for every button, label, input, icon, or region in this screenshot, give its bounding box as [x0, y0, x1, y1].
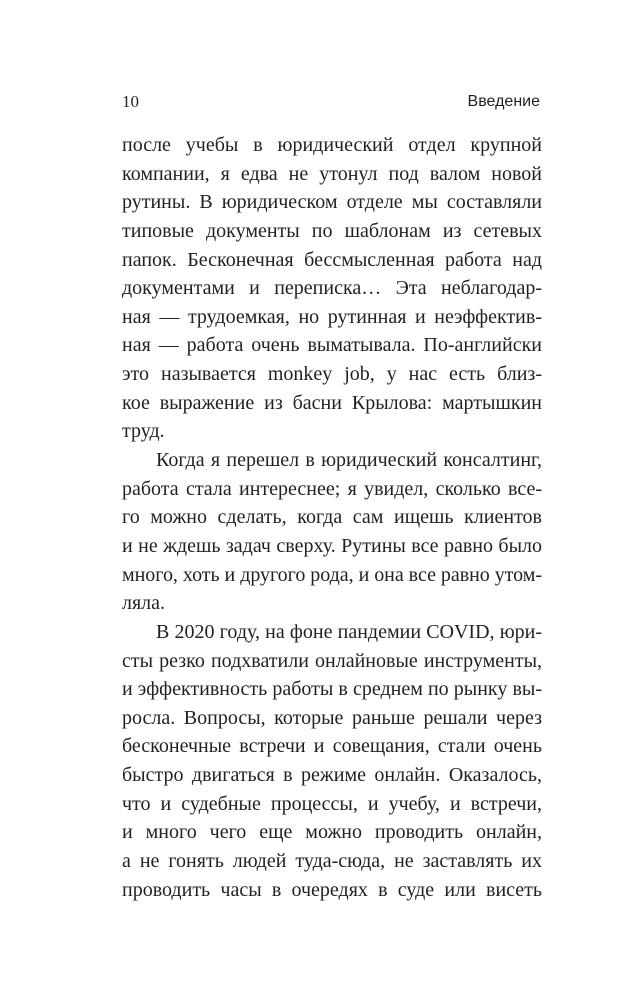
- text-line: и не ждешь задач сверху. Рутины все равно было: [122, 534, 542, 557]
- text-line: после учебы в юридический отдел крупной: [122, 134, 542, 156]
- text-line: го можно сделать, когда сам ищешь клиентов: [122, 506, 542, 529]
- text-line: документами и переписка… Эта неблагодар-: [122, 277, 542, 300]
- text-line: ляла.: [122, 592, 166, 615]
- text-line: работа стала интереснее; я увидел, сколько все-: [122, 477, 542, 500]
- text-line: компании, я едва не утонул под валом новой: [122, 162, 542, 185]
- page-number: 10: [122, 92, 139, 111]
- text-line: что и судебные процессы, и учебу, и встречи,: [122, 792, 542, 815]
- running-title: Введение: [467, 93, 540, 110]
- text-line: проводить часы в очередях в суде или висеть: [122, 878, 542, 901]
- text-line: рутины. В юридическом отделе мы составляли: [122, 191, 542, 214]
- text-line: сты резко подхватили онлайновые инструменты,: [122, 649, 542, 672]
- paragraph-3: [122, 618, 542, 904]
- text-line: много, хоть и другого рода, и она все равно утом-: [122, 563, 542, 586]
- text-line: кое выражение из басни Крылова: мартышкин: [122, 391, 542, 414]
- text-line: это называется monkey job, у нас есть близ-: [122, 363, 542, 386]
- text-line: папок. Бесконечная бессмысленная работа над: [122, 248, 542, 271]
- body-text: [122, 131, 542, 904]
- text-line: Когда я перешел в юридический консалтинг,: [156, 449, 542, 472]
- text-line: бесконечные встречи и совещания, стали очень: [122, 735, 542, 758]
- text-line: ная — работа очень выматывала. По-английски: [122, 334, 542, 357]
- page-header: [122, 91, 540, 115]
- text-line: быстро двигаться в режиме онлайн. Оказалось,: [122, 764, 542, 787]
- paragraph-1: [122, 131, 542, 446]
- paragraph-2: [122, 446, 542, 618]
- text-line: а не гонять людей туда-сюда, не заставлять их: [122, 850, 542, 873]
- text-line: В 2020 году, на фоне пандемии COVID, юри-: [156, 620, 542, 643]
- text-line: и эффективность работы в среднем по рынку вы-: [122, 678, 542, 701]
- text-line: росла. Вопросы, которые раньше решали через: [122, 706, 542, 729]
- text-line: и много чего еще можно проводить онлайн,: [122, 821, 542, 844]
- text-line: труд.: [122, 420, 165, 443]
- text-line: типовые документы по шаблонам из сетевых: [122, 219, 542, 242]
- text-line: ная — трудоемкая, но рутинная и неэффектив-: [122, 305, 542, 328]
